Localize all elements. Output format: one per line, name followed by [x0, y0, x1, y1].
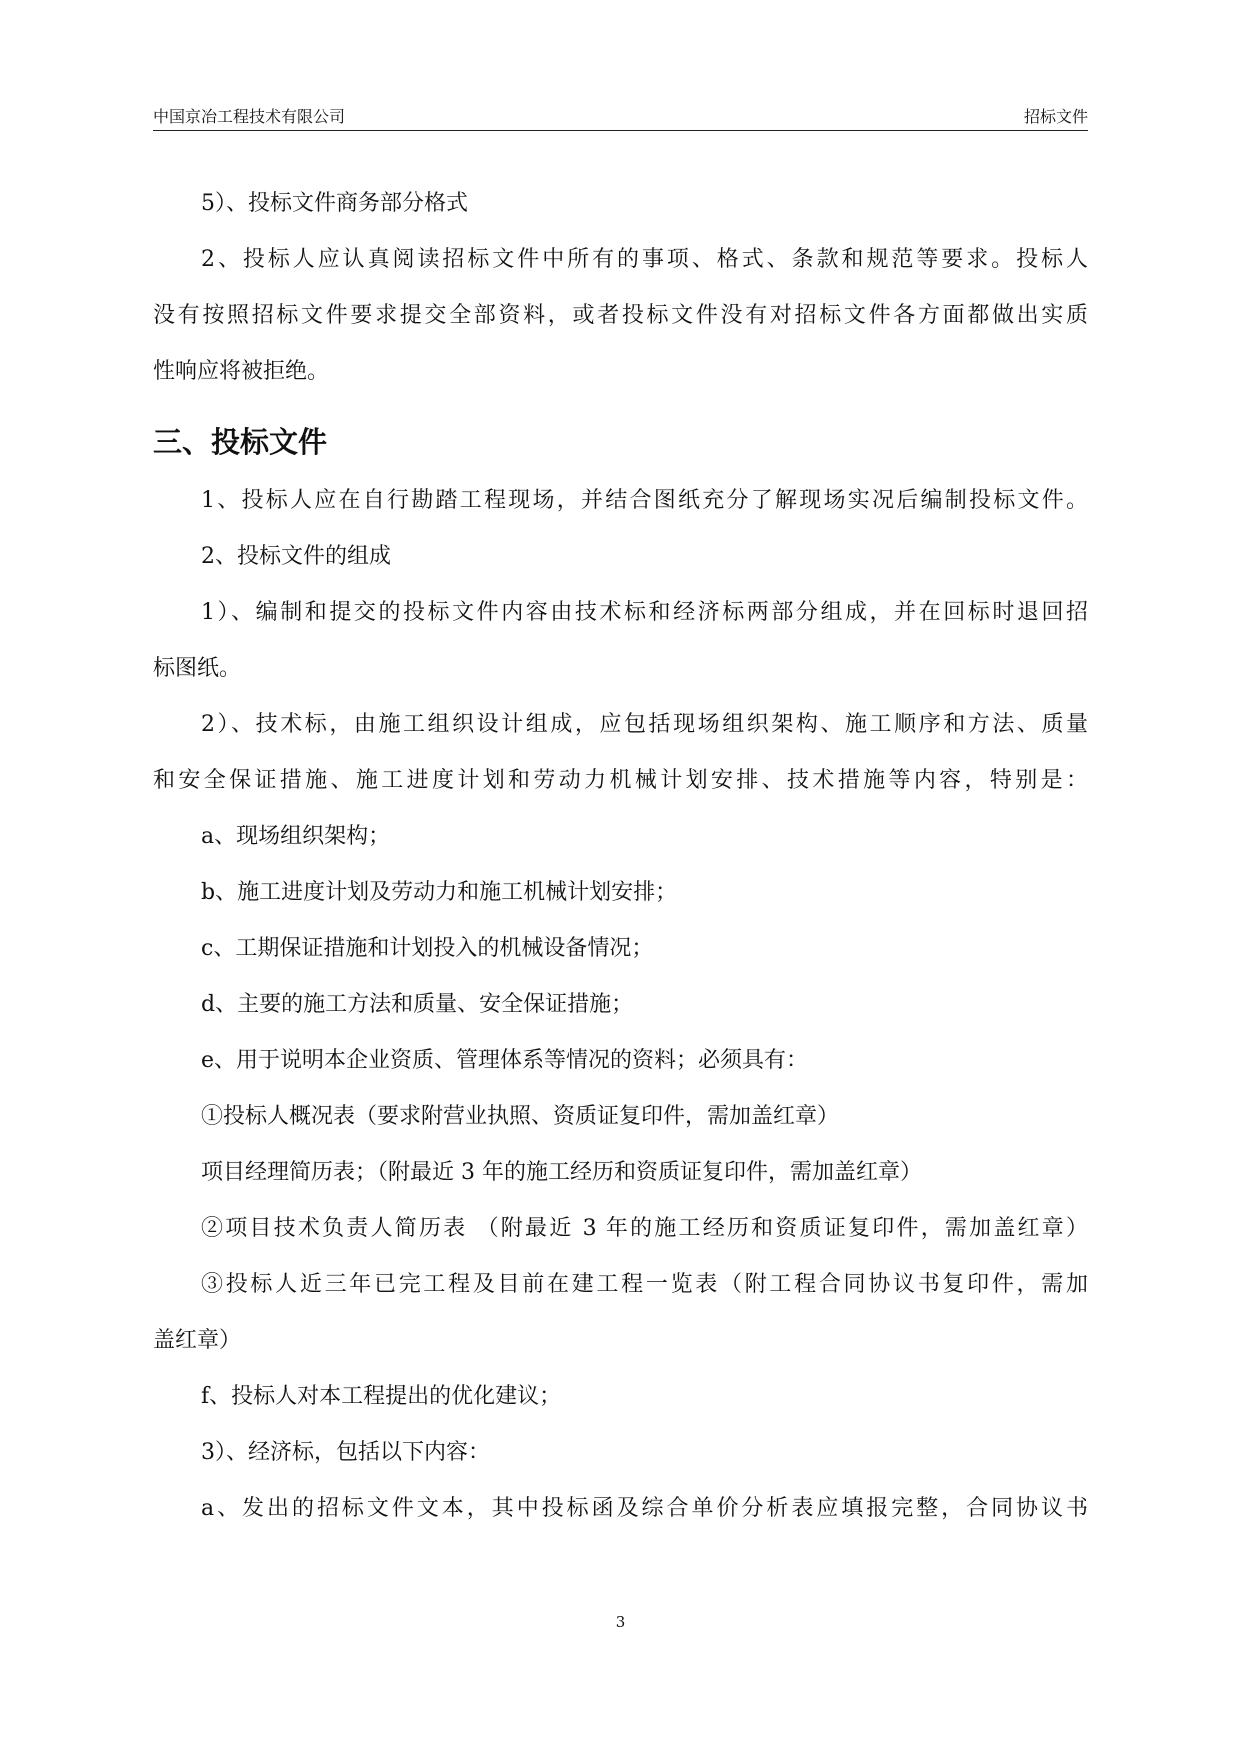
- paragraph-line: 没有按照招标文件要求提交全部资料，或者投标文件没有对招标文件各方面都做出实质: [153, 303, 1088, 328]
- list-item: a、现场组织架构；: [201, 824, 391, 849]
- paragraph-line: 3）、经济标，包括以下内容：: [201, 1440, 490, 1465]
- list-item: a、发出的招标文件文本，其中投标函及综合单价分析表应填报完整，合同协议书: [201, 1496, 1088, 1521]
- paragraph-line: 标图纸。: [153, 656, 242, 681]
- list-item: d、主要的施工方法和质量、安全保证措施；: [201, 992, 634, 1017]
- paragraph-line: 5）、投标文件商务部分格式: [201, 191, 468, 216]
- paragraph-line: 2、投标人应认真阅读招标文件中所有的事项、格式、条款和规范等要求。投标人: [201, 247, 1088, 272]
- paragraph-line: 2）、技术标，由施工组织设计组成，应包括现场组织架构、施工顺序和方法、质量: [201, 712, 1088, 737]
- paragraph-line: 性响应将被拒绝。: [153, 359, 330, 384]
- paragraph-line: 和安全保证措施、施工进度计划和劳动力机械计划安排、技术措施等内容，特别是：: [153, 768, 1088, 793]
- list-item: f、投标人对本工程提出的优化建议；: [201, 1384, 562, 1409]
- list-item: c、工期保证措施和计划投入的机械设备情况；: [201, 936, 654, 961]
- paragraph-line: 1）、编制和提交的投标文件内容由技术标和经济标两部分组成，并在回标时退回招: [201, 600, 1088, 625]
- paragraph-line: 2、投标文件的组成: [201, 544, 391, 569]
- page-header: [153, 104, 1088, 131]
- list-item: ②项目技术负责人简历表 （附最近 3 年的施工经历和资质证复印件，需加盖红章）: [201, 1216, 1088, 1241]
- list-item: 项目经理简历表；（附最近 3 年的施工经历和资质证复印件，需加盖红章）: [201, 1160, 922, 1185]
- page-number: 3: [615, 1613, 626, 1631]
- list-item: ③投标人近三年已完工程及目前在建工程一览表（附工程合同协议书复印件，需加: [201, 1272, 1088, 1297]
- section-heading: 三、投标文件: [153, 425, 328, 459]
- header-document-title: 招标文件: [1023, 107, 1088, 126]
- list-item: b、施工进度计划及劳动力和施工机械计划安排；: [201, 880, 678, 905]
- list-item: e、用于说明本企业资质、管理体系等情况的资料；必须具有：: [201, 1048, 809, 1073]
- list-item: ①投标人概况表（要求附营业执照、资质证复印件，需加盖红章）: [201, 1104, 840, 1129]
- paragraph-line: 盖红章）: [153, 1328, 242, 1353]
- paragraph-line: 1、投标人应在自行勘踏工程现场，并结合图纸充分了解现场实况后编制投标文件。: [201, 488, 1088, 513]
- header-company-name: 中国京冶工程技术有限公司: [153, 107, 346, 126]
